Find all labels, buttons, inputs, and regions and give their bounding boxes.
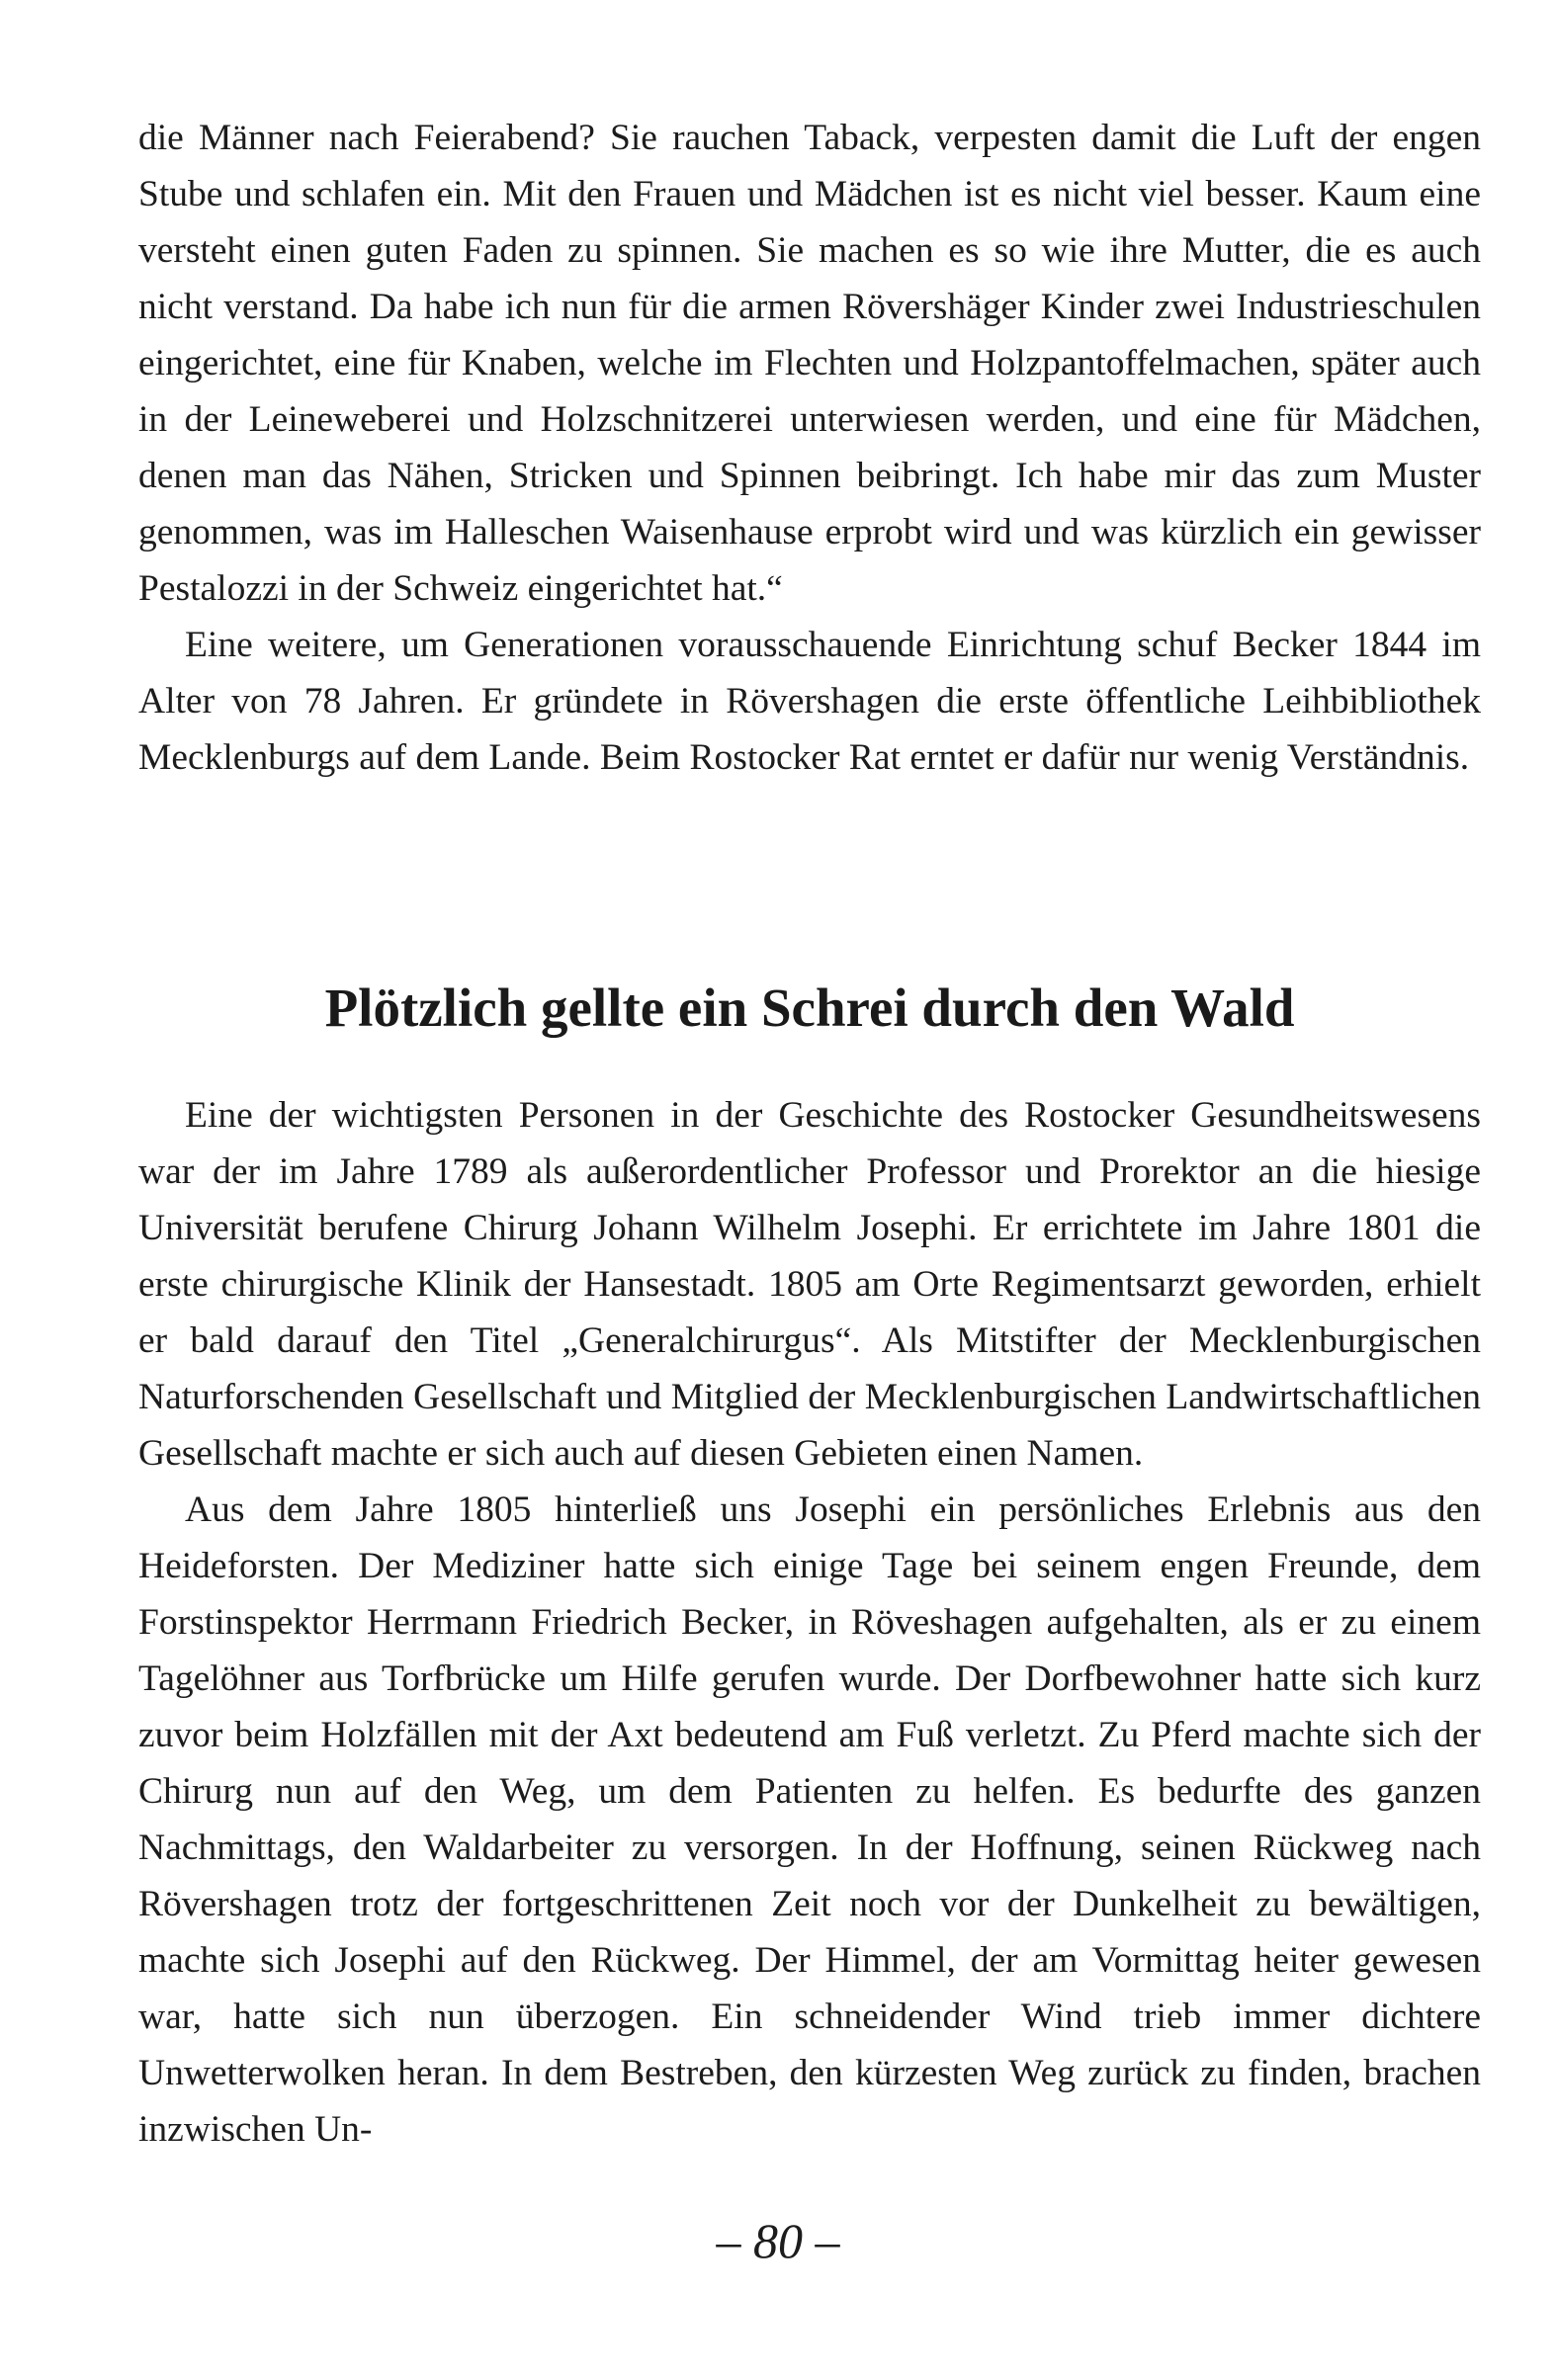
top-text-block xyxy=(138,110,1481,786)
page-number: – 80 – xyxy=(716,2213,840,2268)
section-heading: Plötzlich gellte ein Schrei durch den Wald xyxy=(324,978,1295,1038)
paragraph-josephi-intro: Eine der wichtigsten Personen in der Geschichte des Rostocker Gesundheitswesens war der im Jahre 1789 als außerordentlicher Professor und Prorektor an die hiesige Universität berufene Chirurg Johann Wilhelm Josephi. Er errichtete im Jahre 1801 die erste chirurgische Klinik der Hansestadt. 1805 am Orte Regimentsarzt geworden, erhielt er bald darauf den Titel „Generalchirurgus“. Als Mitstifter der Mecklenburgischen Naturforschenden Gesellschaft und Mitglied der Mecklenburgischen Landwirtschaftlichen Gesellschaft machte er sich auch auf diesen Gebieten einen Namen. xyxy=(138,1095,1481,1474)
paragraph-leihbibliothek: Eine weitere, um Generationen vorausschauende Einrichtung schuf Becker 1844 im Alter von 78 Jahren. Er gründete in Rövershagen die erste öffentliche Leihbibliothek Mecklenburgs auf dem Lande. Beim Rostocker Rat erntet er dafür nur wenig Verständnis. xyxy=(138,625,1481,778)
paragraph-josephi-erlebnis: Aus dem Jahre 1805 hinterließ uns Josephi ein persönliches Erlebnis aus den Heideforsten. Der Mediziner hatte sich einige Tage bei seinem engen Freunde, dem Forstinspektor Herrmann Friedrich Becker, in Röveshagen aufgehalten, als er zu einem Tagelöhner aus Torfbrücke um Hilfe gerufen wurde. Der Dorfbewohner hatte sich kurz zuvor beim Holzfällen mit der Axt bedeutend am Fuß verletzt. Zu Pferd machte sich der Chirurg nun auf den Weg, um dem Patienten zu helfen. Es bedurfte des ganzen Nachmittags, den Waldarbeiter zu versorgen. In der Hoffnung, seinen Rückweg nach Rövershagen trotz der fortgeschrittenen Zeit noch vor der Dunkelheit zu bewältigen, machte sich Josephi auf den Rückweg. Der Himmel, der am Vormittag heiter gewesen war, hatte sich nun überzogen. Ein schneidender Wind trieb immer dichtere Unwetterwolken heran. In dem Bestreben, den kürzesten Weg zurück zu finden, brachen inzwischen Un- xyxy=(138,1489,1481,2150)
bottom-text-block xyxy=(138,1087,1481,2158)
paragraph-continuation: die Männer nach Feierabend? Sie rauchen Taback, verpesten damit die Luft der engen Stube und schlafen ein. Mit den Frauen und Mädchen ist es nicht viel besser. Kaum eine versteht einen guten Faden zu spinnen. Sie machen es so wie ihre Mutter, die es auch nicht verstand. Da habe ich nun für die armen Rövershäger Kinder zwei Industrieschulen eingerichtet, eine für Knaben, welche im Flechten und Holzpantoffelmachen, später auch in der Leineweberei und Holzschnitzerei unterwiesen werden, und eine für Mädchen, denen man das Nähen, Stricken und Spinnen beibringt. Ich habe mir das zum Muster genommen, was im Halleschen Waisenhause erprobt wird und was kürzlich ein gewisser Pestalozzi in der Schweiz eingerichtet hat.“ xyxy=(138,118,1481,609)
